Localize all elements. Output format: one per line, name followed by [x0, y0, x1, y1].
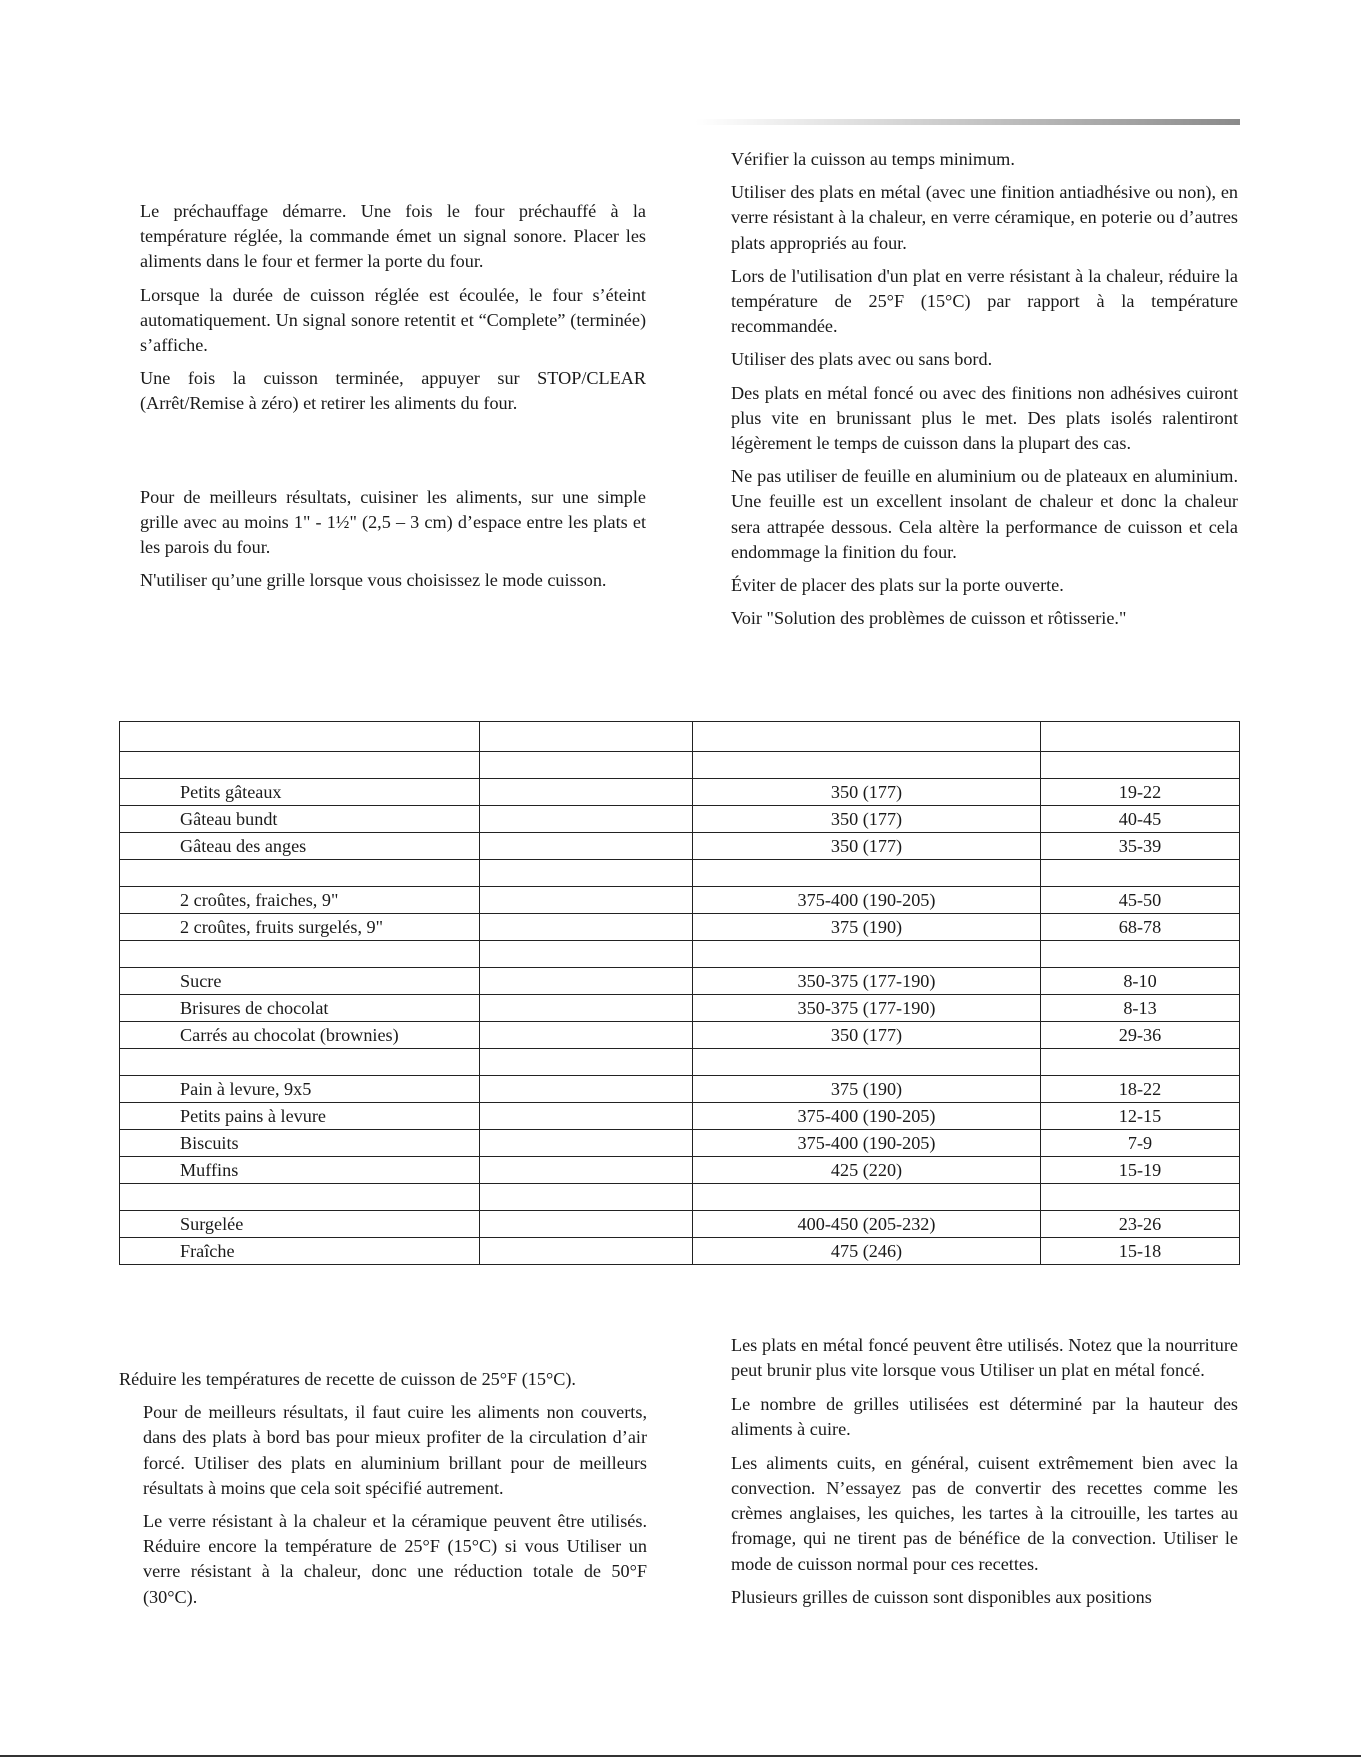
temperature-cell: 375 (190) — [693, 914, 1041, 941]
table-row — [120, 779, 1240, 806]
paragraph: Lorsque la durée de cuisson réglée est écoulée, le four s’éteint automatiquement. Un signal sonore retentit et “Complete” (terminée) s’affiche. — [140, 284, 646, 356]
table-row — [120, 1103, 1240, 1130]
paragraph: Lors de l'utilisation d'un plat en verre résistant à la chaleur, réduire la température de 25°F (15°C) par rapport à la température recommandée. — [731, 265, 1238, 337]
temperature-cell: 350 (177) — [693, 779, 1041, 806]
temperature-cell — [693, 1184, 1041, 1211]
paragraph: Vérifier la cuisson au temps minimum. — [731, 149, 1015, 169]
table-row — [120, 1022, 1240, 1049]
food-cell: Petits gâteaux — [120, 779, 480, 806]
table-row — [120, 941, 1240, 968]
header-cell — [480, 722, 693, 752]
time-cell: 7-9 — [1041, 1130, 1240, 1157]
temperature-cell — [693, 1049, 1041, 1076]
time-cell: 15-19 — [1041, 1157, 1240, 1184]
paragraph: Une fois la cuisson terminée, appuyer sur STOP/CLEAR (Arrêt/Remise à zéro) et retirer les aliments du four. — [140, 368, 646, 414]
temperature-cell: 375 (190) — [693, 1076, 1041, 1103]
table-row — [120, 1130, 1240, 1157]
table-row — [120, 1211, 1240, 1238]
temperature-cell: 425 (220) — [693, 1157, 1041, 1184]
paragraph: Des plats en métal foncé ou avec des finitions non adhésives cuiront plus vite en brunissant plus le met. Des plats isolés ralentiront légèrement le temps de cuisson dans la plupart des cas. — [731, 382, 1238, 454]
header-cell — [693, 722, 1041, 752]
pan-cell — [480, 1184, 693, 1211]
pan-cell — [480, 1211, 693, 1238]
table-header-row — [120, 722, 1240, 752]
food-cell: Muffins — [120, 1157, 480, 1184]
time-cell — [1041, 1184, 1240, 1211]
pan-cell — [480, 1076, 693, 1103]
food-cell: Pain à levure, 9x5 — [120, 1076, 480, 1103]
table-row — [120, 752, 1240, 779]
food-cell: 2 croûtes, fraiches, 9" — [120, 887, 480, 914]
header-cell — [1041, 722, 1240, 752]
temperature-cell: 375-400 (190-205) — [693, 1103, 1041, 1130]
pan-cell — [480, 887, 693, 914]
paragraph: Voir "Solution des problèmes de cuisson et rôtisserie." — [731, 608, 1127, 629]
time-cell: 18-22 — [1041, 1076, 1240, 1103]
paragraph: Plusieurs grilles de cuisson sont disponibles aux positions — [731, 1587, 1152, 1608]
temperature-cell: 350-375 (177-190) — [693, 995, 1041, 1022]
header-cell — [120, 722, 480, 752]
table-row — [120, 995, 1240, 1022]
table-row — [120, 1157, 1240, 1184]
table-row — [120, 914, 1240, 941]
temperature-cell: 350 (177) — [693, 806, 1041, 833]
temperature-cell: 350 (177) — [693, 1022, 1041, 1049]
table-row — [120, 833, 1240, 860]
temperature-cell: 400-450 (205-232) — [693, 1211, 1041, 1238]
pan-cell — [480, 1157, 693, 1184]
time-cell — [1041, 860, 1240, 887]
table-row — [120, 1238, 1240, 1265]
food-cell: 2 croûtes, fruits surgelés, 9" — [120, 914, 480, 941]
temperature-cell — [693, 752, 1041, 779]
header-rule — [695, 119, 1240, 125]
table-row — [120, 968, 1240, 995]
top-left-column — [140, 199, 646, 601]
footer-rule — [0, 1755, 1361, 1757]
time-cell: 15-18 — [1041, 1238, 1240, 1265]
time-cell: 8-10 — [1041, 968, 1240, 995]
paragraph: Le verre résistant à la chaleur et la céramique peuvent être utilisés. Réduire encore la température de 25°F (15°C) si vous Utiliser un verre résistant à la chaleur, donc une réduction totale de 50°F (30°C). — [143, 1511, 647, 1607]
temperature-cell — [693, 941, 1041, 968]
paragraph: Éviter de placer des plats sur la porte ouverte. — [731, 575, 1064, 596]
food-cell — [120, 1184, 480, 1211]
table-row — [120, 1049, 1240, 1076]
paragraph: N'utiliser qu’une grille lorsque vous choisissez le mode cuisson. — [140, 570, 607, 591]
bottom-left-column — [119, 1367, 647, 1618]
pan-cell — [480, 779, 693, 806]
paragraph: Utiliser des plats avec ou sans bord. — [731, 349, 993, 370]
pan-cell — [480, 833, 693, 860]
time-cell: 29-36 — [1041, 1022, 1240, 1049]
food-cell: Gâteau des anges — [120, 833, 480, 860]
paragraph: Le préchauffage démarre. Une fois le four préchauffé à la température réglée, la commande émet un signal sonore. Placer les aliments dans le four et fermer la porte du four. — [140, 201, 646, 272]
table-row — [120, 806, 1240, 833]
time-cell — [1041, 1049, 1240, 1076]
baking-chart — [119, 721, 1239, 1265]
time-cell — [1041, 941, 1240, 968]
time-cell: 23-26 — [1041, 1211, 1240, 1238]
food-cell: Sucre — [120, 968, 480, 995]
temperature-cell: 350 (177) — [693, 833, 1041, 860]
pan-cell — [480, 860, 693, 887]
food-cell: Fraîche — [120, 1238, 480, 1265]
table-row — [120, 860, 1240, 887]
pan-cell — [480, 941, 693, 968]
time-cell: 12-15 — [1041, 1103, 1240, 1130]
bottom-right-column — [731, 1333, 1238, 1619]
temperature-cell: 375-400 (190-205) — [693, 1130, 1041, 1157]
temperature-cell: 350-375 (177-190) — [693, 968, 1041, 995]
food-cell: Carrés au chocolat (brownies) — [120, 1022, 480, 1049]
time-cell: 40-45 — [1041, 806, 1240, 833]
paragraph: Les aliments cuits, en général, cuisent extrêmement bien avec la convection. N’essayez pas de convertir des recettes comme les crèmes anglaises, les quiches, les tartes à la citrouille, les tartes au fromage, qui ne tirent pas de bénéfice de la convection. Utiliser le mode de cuisson normal pour ces recettes. — [731, 1452, 1238, 1574]
table-row — [120, 1076, 1240, 1103]
pan-cell — [480, 914, 693, 941]
temperature-cell — [693, 860, 1041, 887]
pan-cell — [480, 995, 693, 1022]
food-cell: Surgelée — [120, 1211, 480, 1238]
food-cell: Biscuits — [120, 1130, 480, 1157]
time-cell: 8-13 — [1041, 995, 1240, 1022]
pan-cell — [480, 1049, 693, 1076]
time-cell: 19-22 — [1041, 779, 1240, 806]
pan-cell — [480, 1103, 693, 1130]
food-cell: Petits pains à levure — [120, 1103, 480, 1130]
top-right-column — [731, 147, 1238, 639]
time-cell: 35-39 — [1041, 833, 1240, 860]
food-cell — [120, 860, 480, 887]
food-cell — [120, 752, 480, 779]
table-row — [120, 1184, 1240, 1211]
paragraph: Réduire les températures de recette de cuisson de 25°F (15°C). — [119, 1369, 576, 1389]
paragraph: Pour de meilleurs résultats, cuisiner les aliments, sur une simple grille avec au moins 1" - 1½" (2,5 – 3 cm) d’espace entre les plats et les parois du four. — [140, 486, 646, 558]
time-cell — [1041, 752, 1240, 779]
paragraph: Le nombre de grilles utilisées est déterminé par la hauteur des aliments à cuire. — [731, 1393, 1238, 1440]
food-cell: Gâteau bundt — [120, 806, 480, 833]
paragraph: Pour de meilleurs résultats, il faut cuire les aliments non couverts, dans des plats à bord bas pour mieux profiter de la circulation d’air forcé. Utiliser des plats en aluminium brillant pour de meilleurs résultats à moins que cela soit spécifié autrement. — [143, 1402, 647, 1498]
table-row — [120, 887, 1240, 914]
temperature-cell: 375-400 (190-205) — [693, 887, 1041, 914]
time-cell: 45-50 — [1041, 887, 1240, 914]
food-cell — [120, 1049, 480, 1076]
pan-cell — [480, 1022, 693, 1049]
pan-cell — [480, 806, 693, 833]
pan-cell — [480, 752, 693, 779]
paragraph: Ne pas utiliser de feuille en aluminium ou de plateaux en aluminium. Une feuille est un excellent insolant de chaleur et donc la chaleur sera attrapée dessous. Cela altère la performance de cuisson et cela endommage la finition du four. — [731, 466, 1238, 562]
food-cell — [120, 941, 480, 968]
paragraph: Utiliser des plats en métal (avec une finition antiadhésive ou non), en verre résistant à la chaleur, en verre céramique, en poterie ou d’autres plats appropriés au four. — [731, 182, 1238, 253]
baking-table — [119, 721, 1240, 1265]
pan-cell — [480, 1130, 693, 1157]
temperature-cell: 475 (246) — [693, 1238, 1041, 1265]
paragraph: Les plats en métal foncé peuvent être utilisés. Notez que la nourriture peut brunir plus vite lorsque vous Utiliser un plat en métal foncé. — [731, 1335, 1238, 1381]
food-cell: Brisures de chocolat — [120, 995, 480, 1022]
time-cell: 68-78 — [1041, 914, 1240, 941]
pan-cell — [480, 968, 693, 995]
pan-cell — [480, 1238, 693, 1265]
